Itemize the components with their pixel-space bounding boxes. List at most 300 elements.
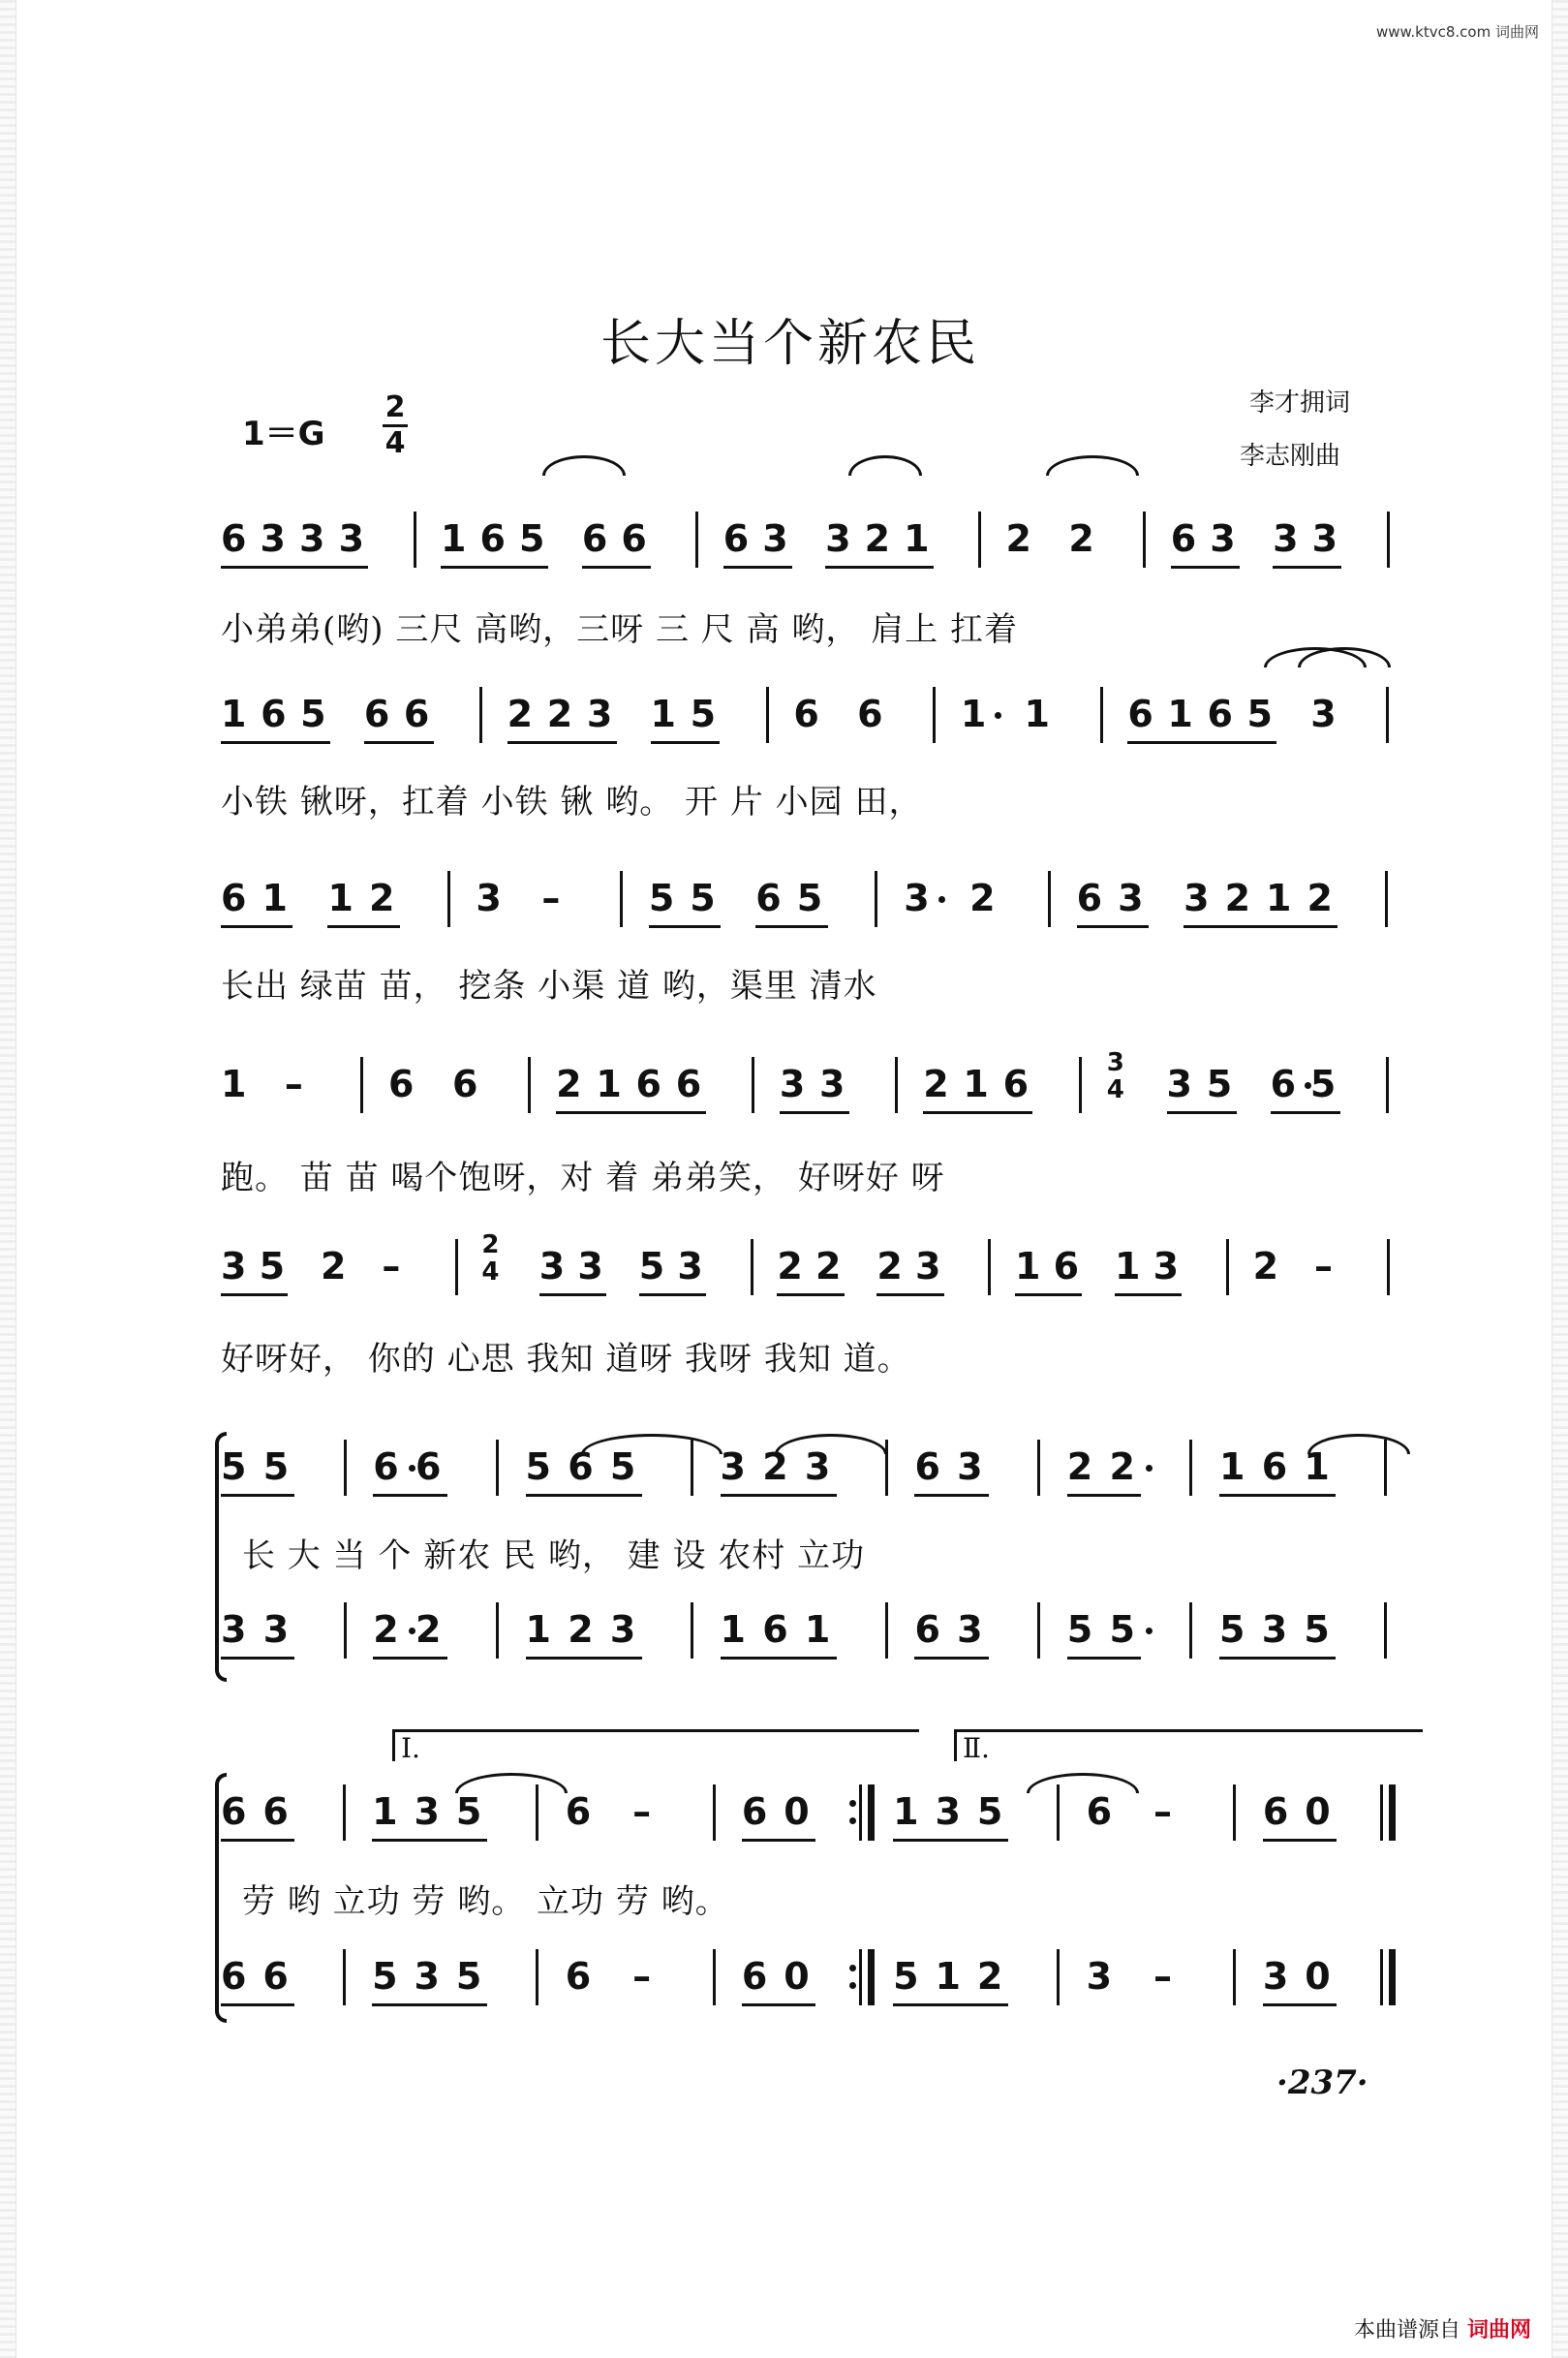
note-2: 2	[864, 517, 891, 560]
repeat-dot	[849, 1982, 856, 1989]
beam-underline	[914, 1494, 988, 1497]
note-3: 3	[414, 1790, 440, 1833]
key-label: 1＝G	[242, 415, 325, 453]
note-6: 6	[373, 1445, 399, 1488]
final-barline	[859, 1784, 862, 1841]
slur	[581, 1434, 723, 1454]
note-6: 6	[451, 1063, 478, 1105]
note-1: 1	[440, 517, 467, 560]
note-1: 1	[1015, 1245, 1041, 1288]
barline	[1143, 512, 1146, 568]
barline	[1189, 1440, 1192, 1496]
dash-note: –	[632, 1955, 652, 1998]
note-2: 2	[1224, 877, 1251, 919]
note-3: 3	[299, 517, 325, 560]
barline	[885, 1440, 888, 1496]
note-1: 1	[935, 1955, 961, 1998]
note-6: 6	[914, 1608, 940, 1651]
note-1: 1	[221, 693, 247, 735]
beam-underline	[914, 1657, 988, 1660]
barline	[1233, 1784, 1236, 1841]
repeat-dot	[849, 1817, 856, 1824]
barline	[1226, 1239, 1229, 1295]
system-brace	[215, 1773, 227, 2023]
note-3: 3	[1184, 877, 1210, 919]
note-2: 2	[876, 1245, 903, 1288]
beam-underline	[1067, 1657, 1141, 1660]
note-2: 2	[1066, 1445, 1093, 1488]
song-title: 长大当个新农民	[600, 315, 981, 373]
composer: 李志刚曲	[1240, 442, 1341, 471]
beam-underline	[507, 741, 617, 744]
note-6: 6	[762, 1608, 788, 1651]
note-6: 6	[1270, 1063, 1297, 1105]
note-1: 1	[904, 517, 930, 560]
note-3: 3	[819, 1063, 845, 1105]
note-2: 2	[923, 1063, 949, 1105]
beam-underline	[780, 1111, 849, 1114]
watermark-label: 词曲网	[1494, 23, 1539, 41]
beam-underline	[1184, 925, 1337, 928]
note-1: 1	[1115, 1245, 1141, 1288]
beam-underline	[441, 566, 548, 569]
note-1: 1	[1024, 693, 1050, 735]
note-3: 3	[1118, 877, 1144, 919]
note-5: 5	[648, 877, 675, 919]
dash-note: –	[284, 1063, 303, 1105]
beam-underline	[755, 925, 827, 928]
beam-underline	[372, 1839, 487, 1842]
note-1: 1	[1266, 877, 1292, 919]
slur	[1307, 1434, 1410, 1454]
note-6: 6	[723, 517, 750, 560]
barline	[933, 687, 936, 743]
note-6: 6	[675, 1063, 702, 1105]
note-2: 2	[976, 1955, 1003, 1998]
beam-underline	[221, 1657, 294, 1660]
slur	[1027, 1773, 1139, 1793]
beam-underline	[777, 1293, 844, 1296]
barline	[875, 871, 877, 927]
beam-underline	[742, 1839, 815, 1842]
note-6: 6	[403, 693, 430, 735]
note-6: 6	[1170, 517, 1197, 560]
dash-note: –	[541, 877, 561, 919]
beam-underline	[649, 925, 721, 928]
beam-underline	[221, 1839, 294, 1842]
note-1: 1	[960, 693, 987, 735]
beam-underline	[742, 2003, 815, 2006]
note-3: 3	[935, 1790, 961, 1833]
time-denominator: 4	[384, 426, 406, 460]
note-3: 3	[577, 1245, 603, 1288]
barline	[344, 1602, 347, 1659]
note-1: 1	[327, 877, 354, 919]
note-6: 6	[261, 693, 287, 735]
beam-underline	[221, 1494, 294, 1497]
note-1: 1	[372, 1790, 398, 1833]
note-5: 5	[372, 1955, 398, 1998]
rest-note: 0	[1305, 1790, 1331, 1833]
barline	[414, 512, 416, 568]
barline	[752, 1057, 754, 1113]
note-5: 5	[690, 693, 717, 735]
note-5: 5	[1219, 1608, 1245, 1651]
note-5: 5	[1246, 693, 1273, 735]
beam-underline	[364, 741, 434, 744]
barline	[1384, 1602, 1387, 1659]
note-5: 5	[796, 877, 823, 919]
footer-text: 本曲谱源自	[1353, 2318, 1460, 2342]
barline	[978, 512, 981, 568]
note-3: 3	[221, 1608, 247, 1651]
page-number: ·237·	[1276, 2063, 1368, 2102]
beam-underline	[327, 925, 399, 928]
note-3: 3	[804, 1445, 831, 1488]
note-3: 3	[779, 1063, 806, 1105]
note-2: 2	[815, 1245, 842, 1288]
note-2: 2	[546, 693, 573, 735]
note-6: 6	[363, 693, 390, 735]
barline	[620, 871, 623, 927]
barline	[1037, 1440, 1040, 1496]
note-6: 6	[262, 1790, 289, 1833]
barline	[344, 1440, 347, 1496]
note-3: 3	[904, 877, 930, 919]
beam-underline	[1273, 566, 1341, 569]
note-6: 6	[565, 1790, 592, 1833]
note-2: 2	[415, 1608, 442, 1651]
barline	[536, 1949, 538, 2005]
footer-brand: 词曲网	[1466, 2318, 1531, 2342]
note-3: 3	[762, 517, 788, 560]
beam-underline	[1271, 1111, 1340, 1114]
note-3: 3	[262, 1608, 290, 1651]
beam-underline	[526, 1494, 642, 1497]
note-5: 5	[455, 1790, 482, 1833]
note-1: 1	[596, 1063, 622, 1105]
rest-note: 0	[784, 1955, 810, 1998]
note-5: 5	[525, 1445, 551, 1488]
note-3: 3	[221, 1245, 247, 1288]
volta-first-ending: Ⅰ.	[392, 1729, 919, 1761]
time-change: 2 4	[481, 1230, 500, 1287]
barline	[1387, 512, 1390, 568]
final-barline	[868, 1784, 875, 1841]
final-barline	[1380, 1949, 1383, 2005]
note-2: 2	[556, 1063, 582, 1105]
note-6: 6	[1076, 877, 1103, 919]
footer	[1354, 2313, 1531, 2343]
barline	[1037, 1602, 1040, 1659]
beam-underline	[1077, 925, 1149, 928]
barline	[713, 1949, 716, 2005]
beam-underline	[1015, 1293, 1082, 1296]
beam-underline	[721, 1657, 837, 1660]
beam-underline	[876, 1293, 943, 1296]
barline	[1385, 871, 1388, 927]
note-1: 1	[1219, 1445, 1245, 1488]
note-6: 6	[1002, 1063, 1030, 1105]
note-2: 2	[568, 1608, 594, 1651]
beam-underline	[923, 1111, 1032, 1114]
note-6: 6	[1261, 1445, 1288, 1488]
note-3: 3	[414, 1955, 440, 1998]
beam-underline	[721, 1494, 837, 1497]
barline	[496, 1440, 499, 1496]
beam-underline	[373, 1494, 446, 1497]
note-5: 5	[259, 1245, 286, 1288]
slur	[455, 1773, 568, 1793]
note-5: 5	[300, 693, 326, 735]
barline	[479, 687, 482, 743]
note-6: 6	[857, 693, 883, 735]
note-2: 2	[368, 877, 395, 919]
note-5: 5	[1066, 1608, 1093, 1651]
beam-underline	[1263, 1839, 1337, 1842]
note-6: 6	[581, 517, 608, 560]
note-6: 6	[479, 517, 506, 560]
barline	[1048, 871, 1051, 927]
beam-underline	[221, 2003, 294, 2006]
barline	[988, 1239, 991, 1295]
note-1: 1	[720, 1608, 746, 1651]
lyric-line-4: 跑。 苗 苗 喝个饱呀，对 着 弟弟笑， 好呀好 呀	[221, 1159, 945, 1197]
note-3: 3	[1273, 517, 1299, 560]
note-3: 3	[260, 517, 286, 560]
barline	[1386, 687, 1389, 743]
note-6: 6	[262, 1955, 289, 1998]
barline	[691, 1602, 693, 1659]
beam-underline	[221, 925, 292, 928]
note-1: 1	[893, 1790, 919, 1833]
note-3: 3	[1311, 517, 1338, 560]
note-6: 6	[221, 1955, 247, 1998]
barline	[1100, 687, 1103, 743]
note-5: 5	[893, 1955, 919, 1998]
rest-note: 0	[784, 1790, 810, 1833]
note-3: 3	[957, 1608, 983, 1651]
augmentation-dot	[1146, 1465, 1153, 1472]
barline	[885, 1602, 888, 1659]
note-5: 5	[1109, 1608, 1135, 1651]
barline	[455, 1239, 458, 1295]
note-1: 1	[221, 1063, 247, 1105]
beam-underline	[723, 566, 792, 569]
note-6: 6	[741, 1955, 768, 1998]
note-5: 5	[609, 1445, 636, 1488]
note-3: 3	[1166, 1063, 1192, 1105]
system-brace	[215, 1432, 227, 1682]
slur	[775, 1434, 887, 1454]
beam-underline	[1219, 1657, 1336, 1660]
watermark-site: www.ktvc8.com	[1375, 23, 1491, 41]
augmentation-dot	[995, 712, 1001, 719]
note-5: 5	[519, 517, 545, 560]
barline	[1057, 1949, 1060, 2005]
dash-note: –	[1314, 1245, 1333, 1288]
note-6: 6	[1086, 1790, 1113, 1833]
slur	[1046, 455, 1139, 476]
beam-underline	[1263, 2003, 1337, 2006]
note-6: 6	[621, 517, 647, 560]
note-2: 2	[969, 877, 996, 919]
final-barline	[868, 1949, 875, 2005]
note-1: 1	[1167, 693, 1193, 735]
note-5: 5	[1206, 1063, 1233, 1105]
note-2: 2	[1068, 517, 1094, 560]
time-numerator: 2	[384, 390, 406, 424]
augmentation-dot	[1146, 1628, 1153, 1634]
note-2: 2	[762, 1445, 788, 1488]
note-6: 6	[914, 1445, 940, 1488]
lyric-line-6: 长 大 当 个 新农 民 哟， 建 设 农村 立功	[242, 1536, 866, 1575]
barline	[528, 1057, 531, 1113]
note-3: 3	[1153, 1245, 1180, 1288]
note-1: 1	[804, 1608, 831, 1651]
note-6: 6	[1127, 693, 1153, 735]
note-2: 2	[320, 1245, 347, 1288]
note-3: 3	[915, 1245, 941, 1288]
note-3: 3	[957, 1445, 983, 1488]
barline	[766, 687, 769, 743]
augmentation-dot	[938, 896, 945, 903]
note-5: 5	[1309, 1063, 1337, 1105]
beam-underline	[639, 1293, 706, 1296]
final-barline	[859, 1949, 862, 2005]
beam-underline	[221, 566, 368, 569]
note-3: 3	[538, 1245, 566, 1288]
note-6: 6	[568, 1445, 594, 1488]
note-6: 6	[793, 693, 819, 735]
beam-underline	[582, 566, 651, 569]
barline	[1233, 1949, 1236, 2005]
note-6: 6	[388, 1063, 415, 1105]
beam-underline	[221, 741, 330, 744]
barline	[1079, 1057, 1082, 1113]
note-3: 3	[677, 1245, 703, 1288]
barline	[343, 1949, 346, 2005]
note-6: 6	[415, 1445, 442, 1488]
beam-underline	[893, 1839, 1008, 1842]
beam-underline	[539, 1293, 606, 1296]
note-6: 6	[221, 1790, 247, 1833]
final-barline	[1389, 1784, 1396, 1841]
note-2: 2	[507, 693, 534, 735]
dash-note: –	[1153, 1790, 1173, 1833]
note-2: 2	[1252, 1245, 1279, 1288]
note-6: 6	[635, 1063, 661, 1105]
beam-underline	[825, 566, 933, 569]
barline	[360, 1057, 363, 1113]
note-2: 2	[1005, 517, 1031, 560]
barline	[1189, 1602, 1192, 1659]
right-margin-strip	[1552, 0, 1568, 2358]
dash-note: –	[382, 1245, 401, 1288]
final-barline	[1389, 1949, 1396, 2005]
barline	[447, 871, 450, 927]
repeat-dot	[849, 1965, 856, 1971]
dash-note: –	[632, 1790, 652, 1833]
volta-second-ending: Ⅱ.	[954, 1729, 1423, 1761]
note-3: 3	[476, 877, 502, 919]
note-3: 3	[1262, 1955, 1289, 1998]
note-3: 3	[338, 517, 365, 560]
note-6: 6	[741, 1790, 768, 1833]
beam-underline	[373, 1657, 446, 1660]
note-6: 6	[1207, 693, 1233, 735]
note-3: 3	[586, 693, 613, 735]
note-5: 5	[262, 1445, 290, 1488]
note-5: 5	[976, 1790, 1003, 1833]
beam-underline	[221, 1293, 288, 1296]
barline	[496, 1602, 499, 1659]
note-3: 3	[825, 517, 851, 560]
note-1: 1	[650, 693, 676, 735]
barline	[895, 1057, 898, 1113]
beam-underline	[556, 1111, 706, 1114]
barline	[343, 1784, 346, 1841]
note-5: 5	[690, 877, 716, 919]
beam-underline	[1171, 566, 1240, 569]
note-3: 3	[1086, 1955, 1113, 1998]
beam-underline	[1127, 741, 1276, 744]
note-2: 2	[1307, 877, 1333, 919]
slur	[848, 455, 922, 476]
note-6: 6	[1262, 1790, 1289, 1833]
dash-note: –	[1153, 1955, 1173, 1998]
repeat-dot	[849, 1800, 856, 1807]
watermark	[1376, 21, 1539, 42]
lyric-line-7: 劳 哟 立功 劳 哟。 立功 劳 哟。	[242, 1882, 729, 1921]
note-6: 6	[221, 877, 247, 919]
note-2: 2	[373, 1608, 399, 1651]
note-5: 5	[1304, 1608, 1330, 1651]
time-signature	[383, 391, 408, 460]
note-6: 6	[755, 877, 782, 919]
barline	[695, 512, 698, 568]
note-5: 5	[455, 1955, 482, 1998]
note-6: 6	[1053, 1245, 1080, 1288]
note-3: 3	[720, 1445, 746, 1488]
beam-underline	[372, 2003, 487, 2006]
lyric-line-2: 小铁 锹呀，扛着 小铁 锹 哟。 开 片 小园 田，	[221, 783, 923, 822]
final-barline	[1380, 1784, 1383, 1841]
note-6: 6	[221, 517, 247, 560]
lyric-line-5: 好呀好， 你的 心思 我知 道呀 我呀 我知 道。	[221, 1340, 911, 1379]
note-2: 2	[1109, 1445, 1135, 1488]
note-3: 3	[1210, 517, 1236, 560]
beam-underline	[893, 2003, 1008, 2006]
note-5: 5	[638, 1245, 665, 1288]
note-3: 3	[609, 1608, 636, 1651]
rest-note: 0	[1305, 1955, 1331, 1998]
beam-underline	[526, 1657, 642, 1660]
note-6: 6	[565, 1955, 592, 1998]
key-signature	[242, 407, 325, 454]
barline	[1386, 1057, 1389, 1113]
beam-underline	[1167, 1111, 1237, 1114]
lyric-line-1: 小弟弟(哟) 三尺 高哟，三呀 三 尺 高 哟， 肩上 扛着	[221, 610, 1018, 649]
note-1: 1	[525, 1608, 551, 1651]
slur	[542, 455, 626, 476]
time-change: 3 4	[1106, 1048, 1124, 1104]
left-margin-strip	[0, 0, 16, 2358]
note-1: 1	[261, 877, 288, 919]
note-1: 1	[1304, 1445, 1330, 1488]
note-5: 5	[221, 1445, 247, 1488]
note-3: 3	[1310, 693, 1337, 735]
